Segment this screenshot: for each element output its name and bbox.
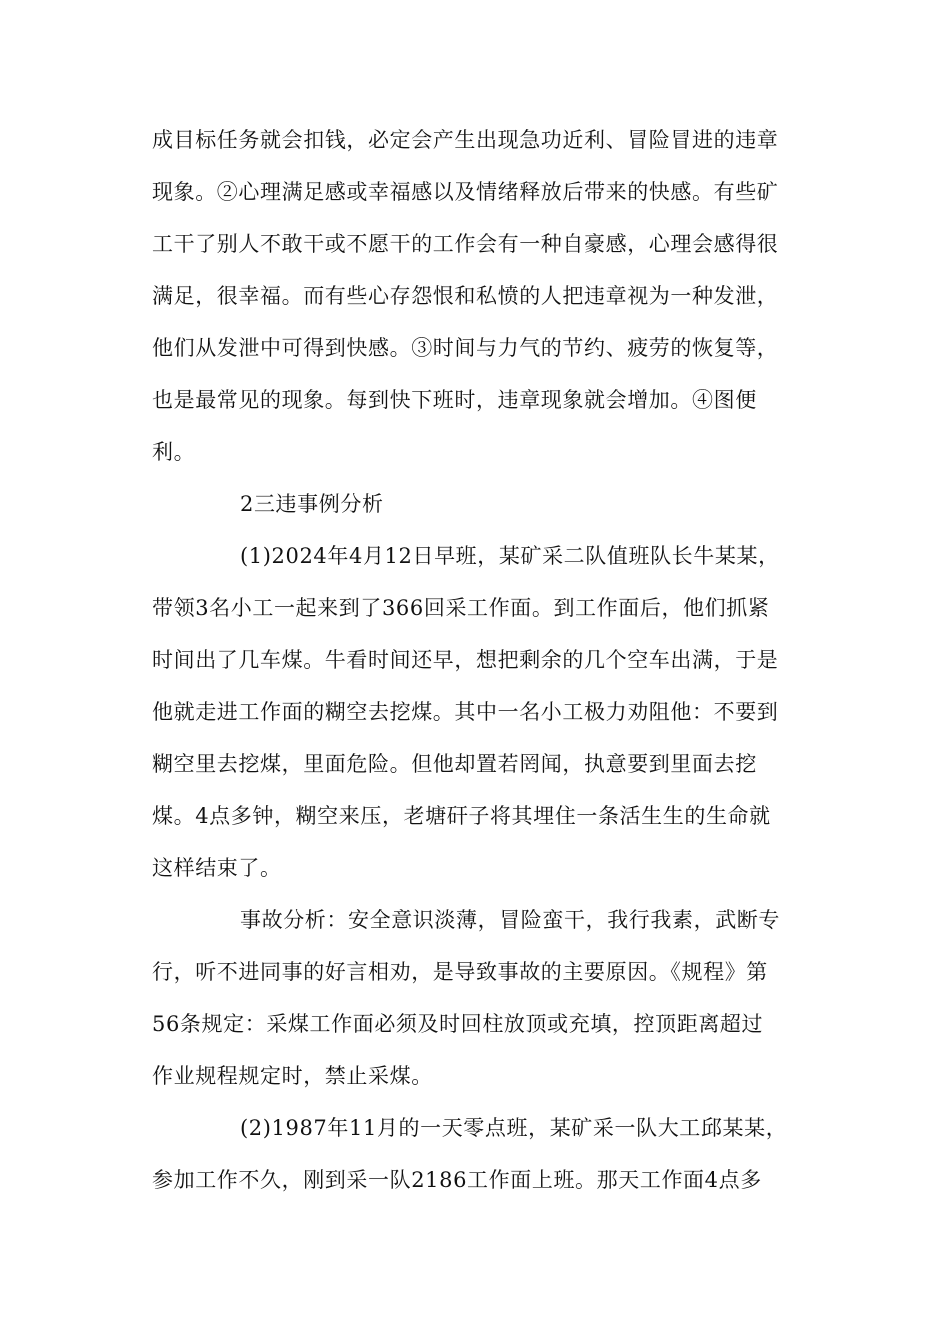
text-line: 作业规程规定时，禁止采煤。: [152, 1064, 433, 1088]
text-line: 这样结束了。: [152, 856, 282, 880]
text-line: 56条规定：采煤工作面必须及时回柱放顶或充填，控顶距离超过: [152, 1012, 764, 1036]
text-line: 利。: [152, 440, 196, 464]
text-line: 也是最常见的现象。每到快下班时，违章现象就会增加。④图便: [152, 388, 757, 412]
text-line: 现象。②心理满足感或幸福感以及情绪释放后带来的快感。有些矿: [152, 180, 779, 204]
text-line: 时间出了几车煤。牛看时间还早，想把剩余的几个空车出满，于是: [152, 648, 779, 672]
text-line: 带领3名小工一起来到了366回采工作面。到工作面后，他们抓紧: [152, 596, 770, 620]
text-line: 参加工作不久，刚到采一队2186工作面上班。那天工作面4点多: [152, 1168, 762, 1192]
text-line: 他们从发泄中可得到快感。③时间与力气的节约、疲劳的恢复等，: [152, 336, 779, 360]
text-line: 成目标任务就会扣钱，必定会产生出现急功近利、冒险冒进的违章: [152, 128, 779, 152]
text-line: 事故分析：安全意识淡薄，冒险蛮干，我行我素，武断专: [240, 908, 780, 932]
section-heading: 2三违事例分析: [240, 492, 384, 516]
text-line: 工干了别人不敢干或不愿干的工作会有一种自豪感，心理会感得很: [152, 232, 779, 256]
text-line: 行，听不进同事的好言相劝，是导致事故的主要原因。《规程》第: [152, 960, 768, 984]
text-line: 糊空里去挖煤，里面危险。但他却置若罔闻，执意要到里面去挖: [152, 752, 757, 776]
text-line: 满足，很幸福。而有些心存怨恨和私愤的人把违章视为一种发泄，: [152, 284, 779, 308]
text-line: (1)2024年4月12日早班，某矿采二队值班队长牛某某，: [240, 544, 780, 568]
text-line: (2)1987年11月的一天零点班，某矿采一队大工邱某某，: [240, 1116, 788, 1140]
text-line: 煤。4点多钟，糊空来压，老塘矸子将其埋住一条活生生的生命就: [152, 804, 771, 828]
text-line: 他就走进工作面的糊空去挖煤。其中一名小工极力劝阻他：不要到: [152, 700, 779, 724]
